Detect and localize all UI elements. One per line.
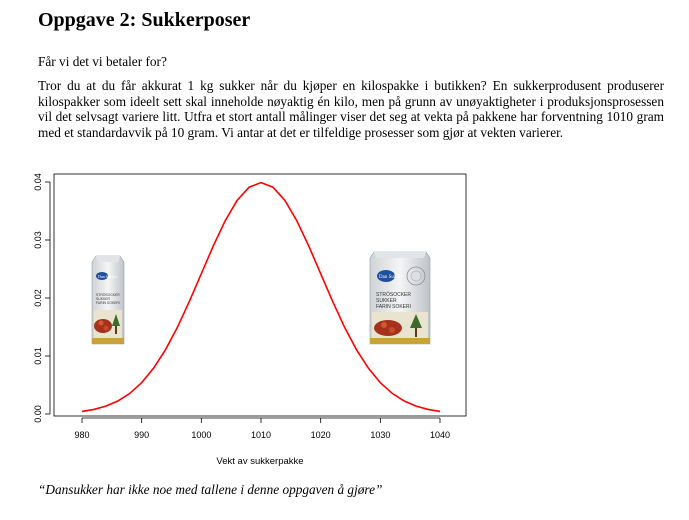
- package-left-line-3: FARIN SOKERI: [96, 301, 120, 305]
- y-tick-label: 0.02: [33, 289, 43, 307]
- task-paragraph: Tror du at du får akkurat 1 kg sukker når du kjøper en kilospakke i butikken? En sukkerprodusent produserer kilospakker som ideelt sett skal inneholde nøyaktig én kilo, men på grunn av unøyaktigheter i produksjonsprosessen vil det selvsagt variere litt. Utfra et stort antall målinger viser det seg at vekta på pakkene har forventning 1010 gram med et standardavvik på 10 gram. Vi antar at det er tilfeldige prosesser som gjør at vekten varierer.: [38, 78, 664, 140]
- y-tick-label: 0.01: [33, 347, 43, 365]
- y-tick-label: 0.03: [33, 231, 43, 249]
- package-right-line-2: SUKKER: [376, 298, 397, 304]
- x-tick-label: 1010: [250, 430, 272, 440]
- x-tick-label: 1030: [370, 430, 391, 440]
- disclaimer-caption: “Dansukker har ikke noe med tallene i denne oppgaven å gjøre”: [38, 482, 383, 497]
- y-axis: [33, 173, 50, 423]
- x-tick-label: 990: [134, 430, 150, 440]
- sugar-package-left: [92, 256, 124, 344]
- package-left-line-1: STRÖSOCKER: [96, 293, 120, 297]
- lead-question: Får vi det vi betaler for?: [38, 54, 167, 69]
- page-title: Oppgave 2: Sukkerposer: [38, 9, 251, 31]
- package-right-brand: Dan Sukker: [379, 275, 403, 280]
- x-axis: [74, 418, 450, 440]
- x-tick-label: 980: [74, 430, 90, 440]
- package-left-line-2: SUKKER: [96, 297, 110, 301]
- package-left-brand: Dan Sukker: [98, 274, 117, 279]
- x-axis-label: Vekt av sukkerpakke: [216, 456, 304, 467]
- x-tick-label: 1040: [429, 430, 451, 440]
- y-tick-label: 0.00: [33, 405, 43, 423]
- package-right-line-1: STRÖSOCKER: [376, 292, 412, 298]
- sugar-package-right: [370, 252, 430, 344]
- x-tick-label: 1000: [191, 430, 212, 440]
- density-chart: [30, 166, 470, 472]
- x-tick-label: 1020: [310, 430, 331, 440]
- package-right-line-3: FARIN SOKERI: [376, 304, 412, 310]
- y-tick-label: 0.04: [33, 173, 43, 191]
